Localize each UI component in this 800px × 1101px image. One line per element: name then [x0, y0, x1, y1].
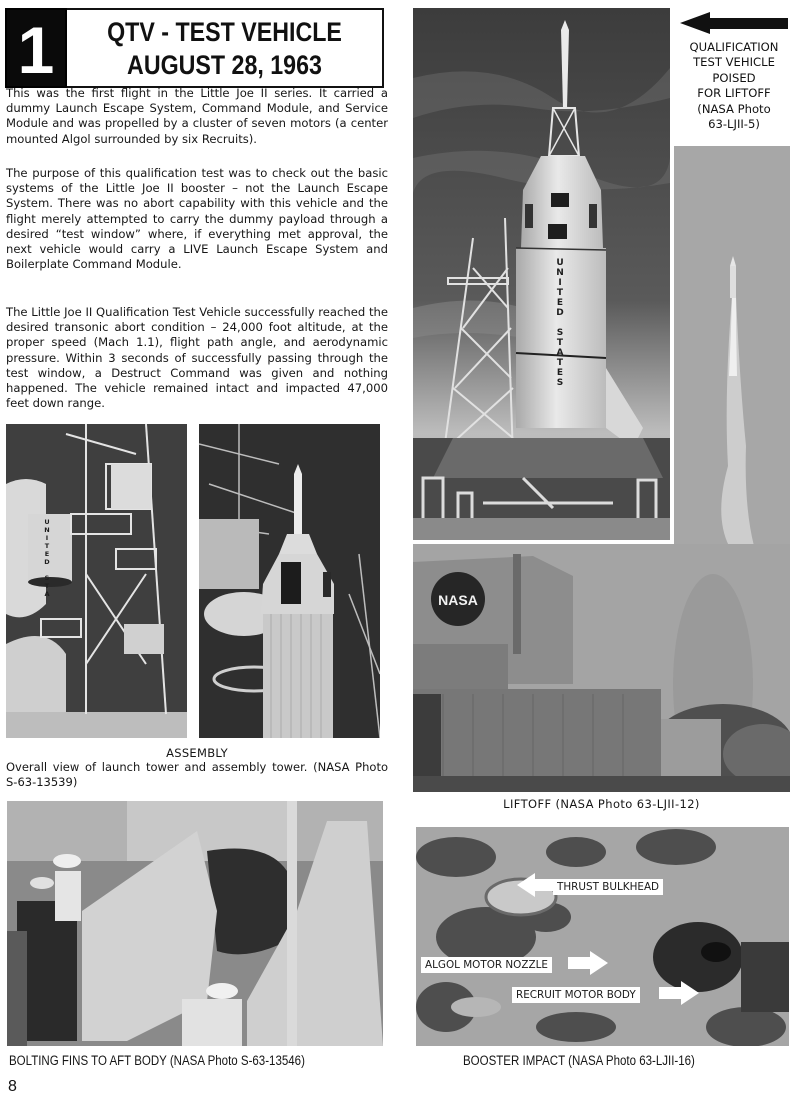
- title-box: [67, 8, 384, 88]
- caption-liftoff: LIFTOFF (NASA Photo 63-LJII-12): [503, 797, 700, 811]
- vehicle-lettering-poised: UNITED STATES: [555, 258, 565, 388]
- caption-poised-line: (NASA Photo: [697, 101, 771, 116]
- photo-assembly-tower: [6, 424, 187, 738]
- callout-algol-motor-nozzle: [421, 955, 552, 973]
- photo-liftoff-plume: [674, 146, 790, 546]
- callout-recruit-motor-body: [512, 985, 640, 1003]
- caption-poised-line: TEST VEHICLE: [693, 55, 775, 70]
- title-line-1: QTV - TEST VEHICLE: [107, 17, 342, 47]
- nasa-logo-text: NASA: [438, 592, 478, 608]
- arrow-left-icon: [680, 12, 790, 34]
- photo-liftoff-building: [413, 544, 790, 792]
- flight-number: 1: [17, 13, 55, 87]
- paragraph-intro: This was the first flight in the Little Joe II series. It carried a dummy Launch Escape System, Command Module, and Service Module and was propelled by a cluster of seven motors (a center mounted Algol surrounded by six Recruits).: [6, 86, 388, 146]
- caption-bolting-fins: BOLTING FINS TO AFT BODY (NASA Photo S-63-13546): [9, 1053, 305, 1068]
- arrow-left-icon: [517, 873, 557, 897]
- caption-poised: [672, 40, 796, 132]
- vehicle-lettering-assembly: UNITED STA: [43, 518, 51, 598]
- callout-text: RECRUIT MOTOR BODY: [512, 987, 640, 1003]
- caption-poised-line: 63-LJII-5): [708, 117, 760, 132]
- caption-poised-line: QUALIFICATION: [689, 40, 779, 54]
- photo-bolting-fins: [7, 801, 383, 1046]
- callout-text: THRUST BULKHEAD: [553, 879, 663, 895]
- title-line-2: AUGUST 28, 1963: [127, 50, 322, 80]
- caption-assembly: Overall view of launch tower and assembly tower. (NASA Photo S-63-13539): [6, 760, 388, 789]
- page-number: 8: [8, 1078, 17, 1095]
- caption-assembly-title: ASSEMBLY: [166, 746, 228, 760]
- nasa-logo: [431, 572, 485, 626]
- paragraph-results: The Little Joe II Qualification Test Vehicle successfully reached the desired transonic abort condition – 24,000 foot altitude, at the proper speed (Mach 1.1), flight path angle, and aerodynamic pressure. Within 3 seconds of successfully passing through the test window, a Destruct Command was given and nothing happened. The vehicle remained intact and impacted 47,000 feet down range.: [6, 305, 388, 411]
- photo-assembly-vehicle: [199, 424, 380, 738]
- caption-poised-line: POISED: [712, 70, 756, 85]
- callout-text: ALGOL MOTOR NOZZLE: [421, 957, 552, 973]
- photo-booster-impact: [416, 827, 789, 1046]
- arrow-right-icon: [659, 981, 699, 1005]
- callout-thrust-bulkhead: [553, 877, 663, 895]
- caption-booster-impact: BOOSTER IMPACT (NASA Photo 63-LJII-16): [463, 1053, 695, 1068]
- photo-vehicle-poised: [413, 8, 670, 540]
- arrow-right-icon: [568, 951, 608, 975]
- paragraph-purpose: The purpose of this qualification test was to check out the basic systems of the Little Joe II booster – not the Launch Escape System. There was no abort capability with this vehicle and the flight merely attempted to carry the dummy payload through a desired “test window” where, if everything met approval, the next vehicle would carry a LIVE Launch Escape System and Boilerplate Command Module.: [6, 166, 388, 272]
- flight-number-box: [5, 8, 67, 88]
- caption-poised-line: FOR LIFTOFF: [697, 86, 771, 101]
